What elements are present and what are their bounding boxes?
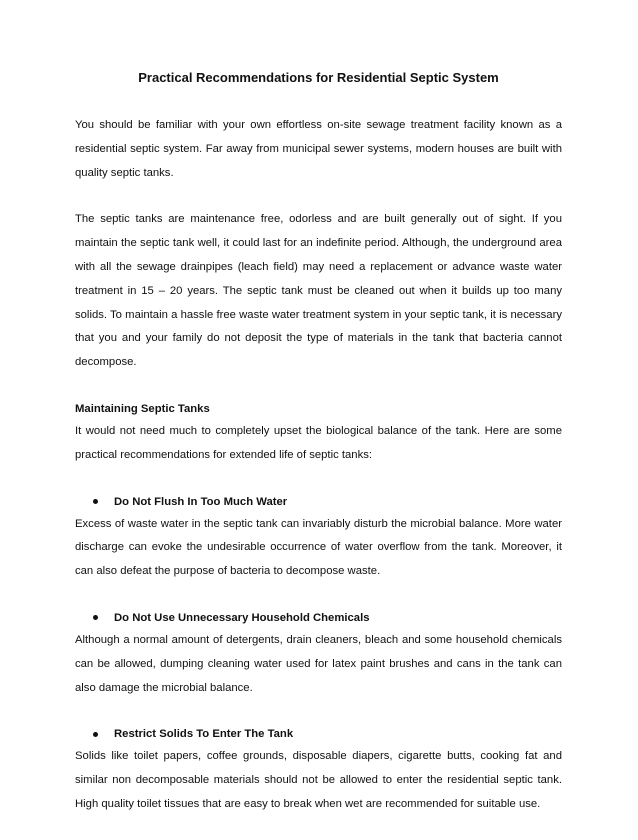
- document-page: [75, 68, 562, 840]
- bullet-icon: [93, 615, 98, 620]
- bullet-icon: [93, 732, 98, 737]
- section-intro-paragraph: It would not need much to completely upset the biological balance of the tank. Here are some practical recommendations for extended life of septic tanks:: [75, 424, 562, 461]
- recommendation-text: Excess of waste water in the septic tank can invariably disturb the microbial balance. More water discharge can evoke the undesirable occurrence of water overflow from the tank. Moreover, it can also defeat the purpose of bacteria to decompose waste.: [75, 517, 562, 578]
- document-title: Practical Recommendations for Residential Septic System: [138, 70, 499, 85]
- recommendation-bullet-2: [75, 607, 562, 629]
- intro-paragraph: You should be familiar with your own effortless on-site sewage treatment facility known as a residential septic system. Far away from municipal sewer systems, modern houses are built with quality septic tanks.: [75, 119, 562, 179]
- maintenance-paragraph: The septic tanks are maintenance free, odorless and are built generally out of sight. If you maintain the septic tank well, it could last for an indefinite period. Although, the underground area with all the sewage drainpipes (leach field) may need a replacement or advance waste water treatment in 15 – 20 years. The septic tank must be cleaned out when it builds up too many solids. To maintain a hassle free waste water treatment system in your septic tank, it is necessary that you and your family do not deposit the type of materials in the tank that bacteria cannot decompose.: [75, 213, 562, 369]
- recommendation-bullet-1: [75, 491, 562, 513]
- recommendation-bullet-3: [75, 723, 562, 745]
- recommendation-heading: Restrict Solids To Enter The Tank: [114, 728, 294, 741]
- recommendation-text: Although a normal amount of detergents, drain cleaners, bleach and some household chemicals can be allowed, dumping cleaning water used for latex paint brushes and cans in the tank can also damage the microbial balance.: [75, 633, 562, 694]
- bullet-icon: [93, 499, 98, 504]
- recommendation-text: Solids like toilet papers, coffee grounds, disposable diapers, cigarette butts, cooking fat and similar non decomposable materials should not be allowed to enter the residential septic tank. High quality toilet tissues that are easy to break when wet are recommended for suitable use.: [75, 750, 562, 810]
- recommendation-heading: Do Not Flush In Too Much Water: [114, 495, 288, 508]
- recommendation-heading: Do Not Use Unnecessary Household Chemicals: [114, 611, 370, 624]
- section-heading: Maintaining Septic Tanks: [75, 402, 210, 415]
